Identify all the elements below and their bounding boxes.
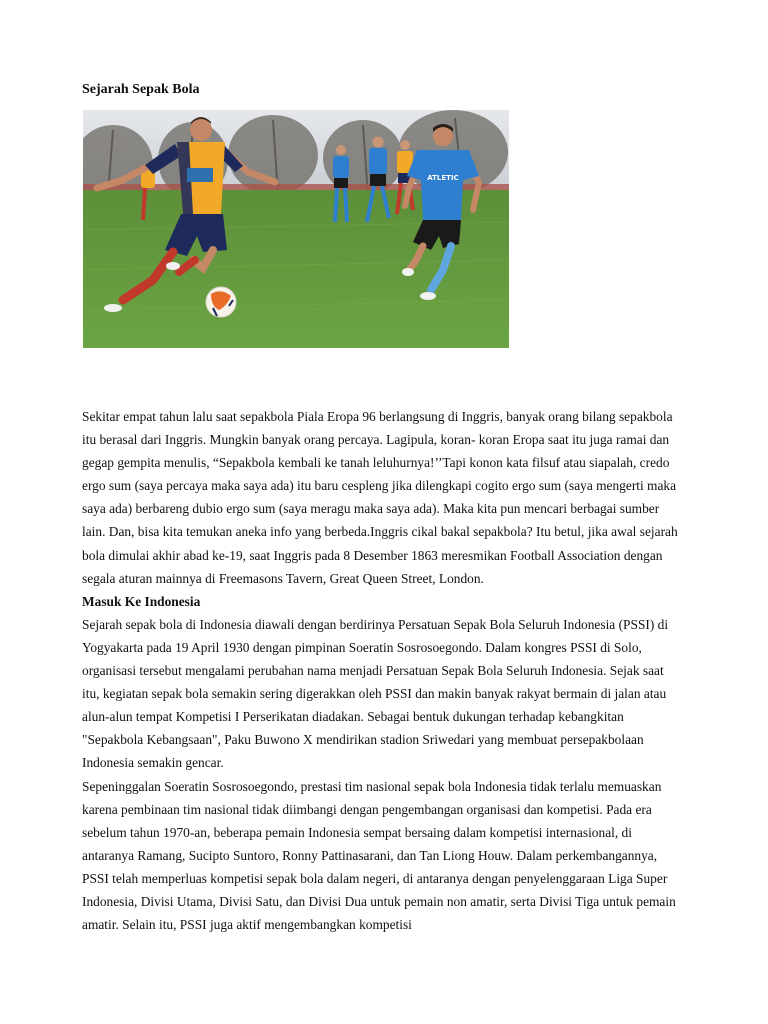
- football-photo-illustration: [83, 110, 509, 348]
- soccer-ball: [206, 287, 236, 317]
- paragraph-intro: Sekitar empat tahun lalu saat sepakbola Piala Eropa 96 berlangsung di Inggris, banyak orang bilang sepakbola itu berasal dari Inggris. Mungkin banyak orang percaya. Lagipula, koran- koran Eropa saat itu juga ramai dan gegap gempita menulis, “Sepakbola kembali ke tanah leluhurnya!’’Tapi konon kata filsuf atau siapalah, credo ergo sum (saya percaya maka saya ada) itu baru cespleng jika dilengkapi cogito ergo sum (saya mengerti maka saya ada) berbareng dubio ergo sum (saya meragu maka saya ada). Maka kita pun mencari berbagai sumber lain. Dan, bisa kita temukan aneka info yang berbeda.Inggris cikal bakal sepakbola? Itu betul, jika awal sejarah bola dimulai akhir abad ke-19, saat Inggris pada 8 Desember 1863 meresmikan Football Association dengan segala aturan mainnya di Freemasons Tavern, Great Queen Street, London.: [82, 409, 678, 586]
- football-photo: [83, 110, 509, 348]
- paragraph-pssi-history: Sejarah sepak bola di Indonesia diawali dengan berdirinya Persatuan Sepak Bola Seluruh Indonesia (PSSI) di Yogyakarta pada 19 April 1930 dengan pimpinan Soeratin Sosrosoegondo. Dalam kongres PSSI di Solo, organisasi tersebut mengalami perubahan nama menjadi Persatuan Sepak Bola Seluruh Indonesia. Sejak saat itu, kegiatan sepak bola semakin sering digerakkan oleh PSSI dan makin banyak rakyat bermain di jalan atau alun-alun tempat Kompetisi I Perserikatan diadakan. Sebagai bentuk dukungan terhadap kebangkitan "Sepakbola Kebangsaan", Paku Buwono X mendirikan stadion Sriwedari yang membuat persepakbolaan Indonesia semakin gencar.: [82, 616, 669, 771]
- article-body: [82, 405, 682, 936]
- right-player-jersey-text: ATLETIC: [427, 174, 459, 182]
- document-title: Sejarah Sepak Bola: [82, 82, 200, 97]
- section-heading-masuk-ke-indonesia: Masuk Ke Indonesia: [82, 593, 201, 609]
- paragraph-national-team: Sepeninggalan Soeratin Sosrosoegondo, prestasi tim nasional sepak bola Indonesia tidak terlalu memuaskan karena pembinaan tim nasional tidak diimbangi dengan pengembangan organisasi dan kompetisi. Pada era sebelum tahun 1970-an, beberapa pemain Indonesia sempat bersaing dalam kompetisi internasional, di antaranya Ramang, Sucipto Suntoro, Ronny Pattinasarani, dan Tan Liong Houw. Dalam perkembangannya, PSSI telah memperluas kompetisi sepak bola dalam negeri, di antaranya dengan penyelenggaraan Liga Super Indonesia, Divisi Utama, Divisi Satu, dan Divisi Dua untuk pemain non amatir, serta Divisi Tiga untuk pemain amatir. Selain itu, PSSI juga aktif mengembangkan kompetisi: [82, 778, 676, 933]
